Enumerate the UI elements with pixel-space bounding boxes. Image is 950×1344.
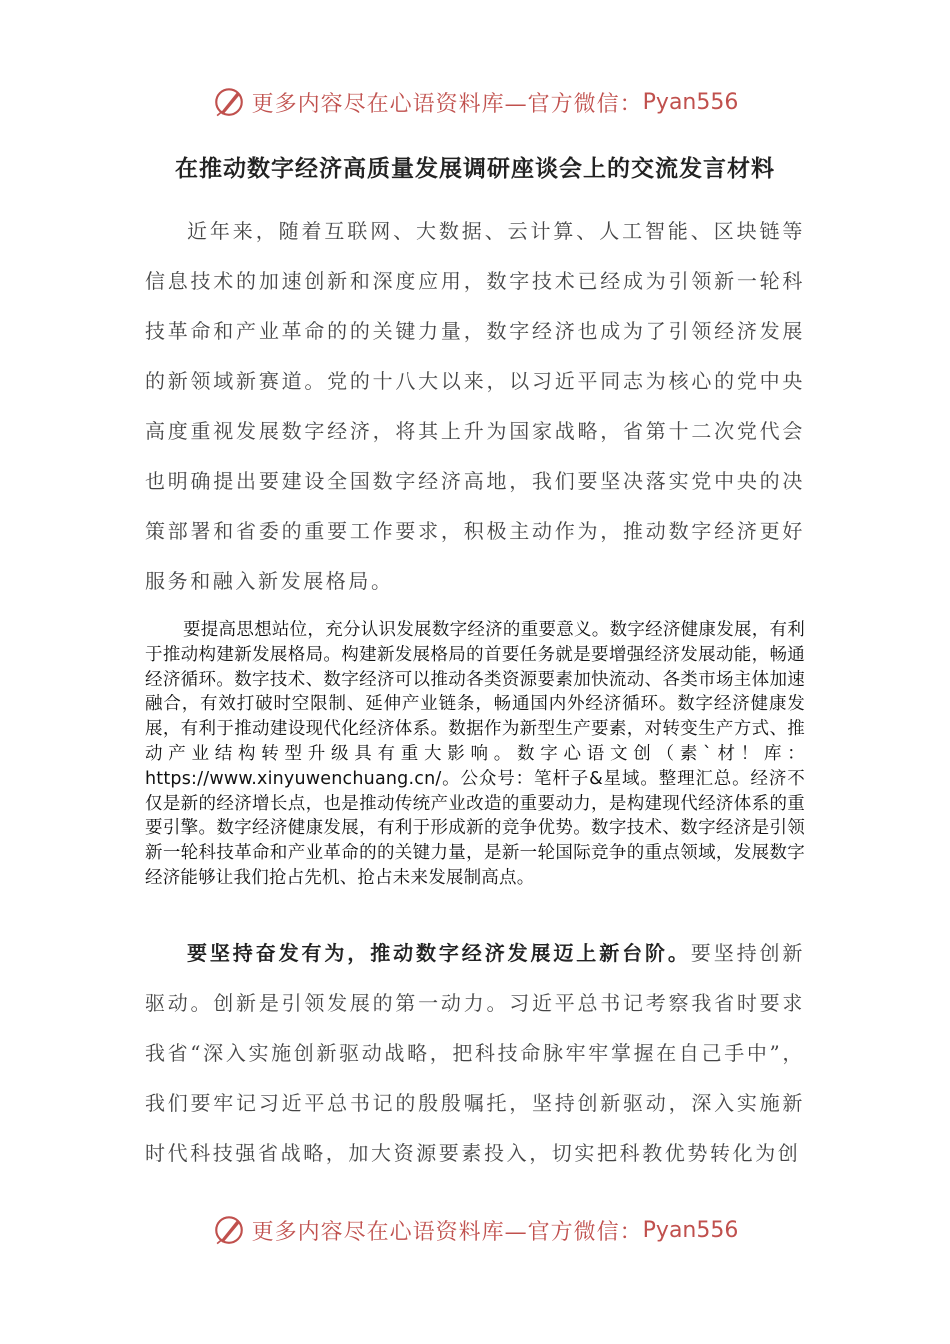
paragraph-action-body: 要坚持创新驱动。创新是引领发展的第一动力。习近平总书记考察我省时要求我省“深入实施创新驱动战略，把科技命脉牢牢掌握在自己手中”，我们要牢记习近平总书记的殷殷嘱托，坚持创新驱动，深入实施新时代科技强省战略，加大资源要素投入，切实把科教优势转化为创 <box>145 941 805 1165</box>
wechat-handle: Pyan556 <box>642 1217 739 1243</box>
banner-slogan: 更多内容尽在心语资料库—官方微信： <box>251 91 643 117</box>
paragraph-lead-heading: 要坚持奋发有为，推动数字经济发展迈上新台阶。 <box>187 941 691 965</box>
footer-banner <box>0 1210 950 1250</box>
wechat-handle: Pyan556 <box>642 89 739 115</box>
document-title: 在推动数字经济高质量发展调研座谈会上的交流发言材料 <box>175 156 775 182</box>
banner-slogan: 更多内容尽在心语资料库—官方微信： <box>251 1219 643 1245</box>
paragraph-intro: 近年来，随着互联网、大数据、云计算、人工智能、区块链等信息技术的加速创新和深度应用，数字技术已经成为引领新一轮科技革命和产业革命的的关键力量，数字经济也成为了引领经济发展的新领域新赛道。党的十八大以来，以习近平同志为核心的党中央高度重视发展数字经济，将其上升为国家战略，省第十二次党代会也明确提出要建设全国数字经济高地，我们要坚决落实党中央的决策部署和省委的重要工作要求，积极主动作为，推动数字经济更好服务和融入新发展格局。 <box>145 219 805 593</box>
pen-nib-logo-icon <box>212 1213 246 1247</box>
header-banner <box>0 82 950 122</box>
pen-nib-logo-icon <box>212 85 246 119</box>
paragraph-significance: 要提高思想站位，充分认识发展数字经济的重要意义。数字经济健康发展，有利于推动构建新发展格局。构建新发展格局的首要任务就是要增强经济发展动能，畅通经济循环。数字技术、数字经济可以推动各类资源要素加快流动、各类市场主体加速融合，有效打破时空限制、延伸产业链条，畅通国内外经济循环。数字经济健康发展，有利于推动建设现代化经济体系。数据作为新型生产要素，对转变生产方式、推动产业结构转型升级具有重大影响。数字心语文创（素`材！库：https://www.xinyuwenchuang.cn/。公众号：笔杆子&星域。整理汇总。经济不仅是新的经济增长点，也是推动传统产业改造的重要动力，是构建现代经济体系的重要引擎。数字经济健康发展，有利于形成新的竞争优势。数字技术、数字经济是引领新一轮科技革命和产业革命的的关键力量，是新一轮国际竞争的重点领域，发展数字经济能够让我们抢占先机、抢占未来发展制高点。 <box>145 620 805 888</box>
paragraph-action <box>145 928 805 1178</box>
